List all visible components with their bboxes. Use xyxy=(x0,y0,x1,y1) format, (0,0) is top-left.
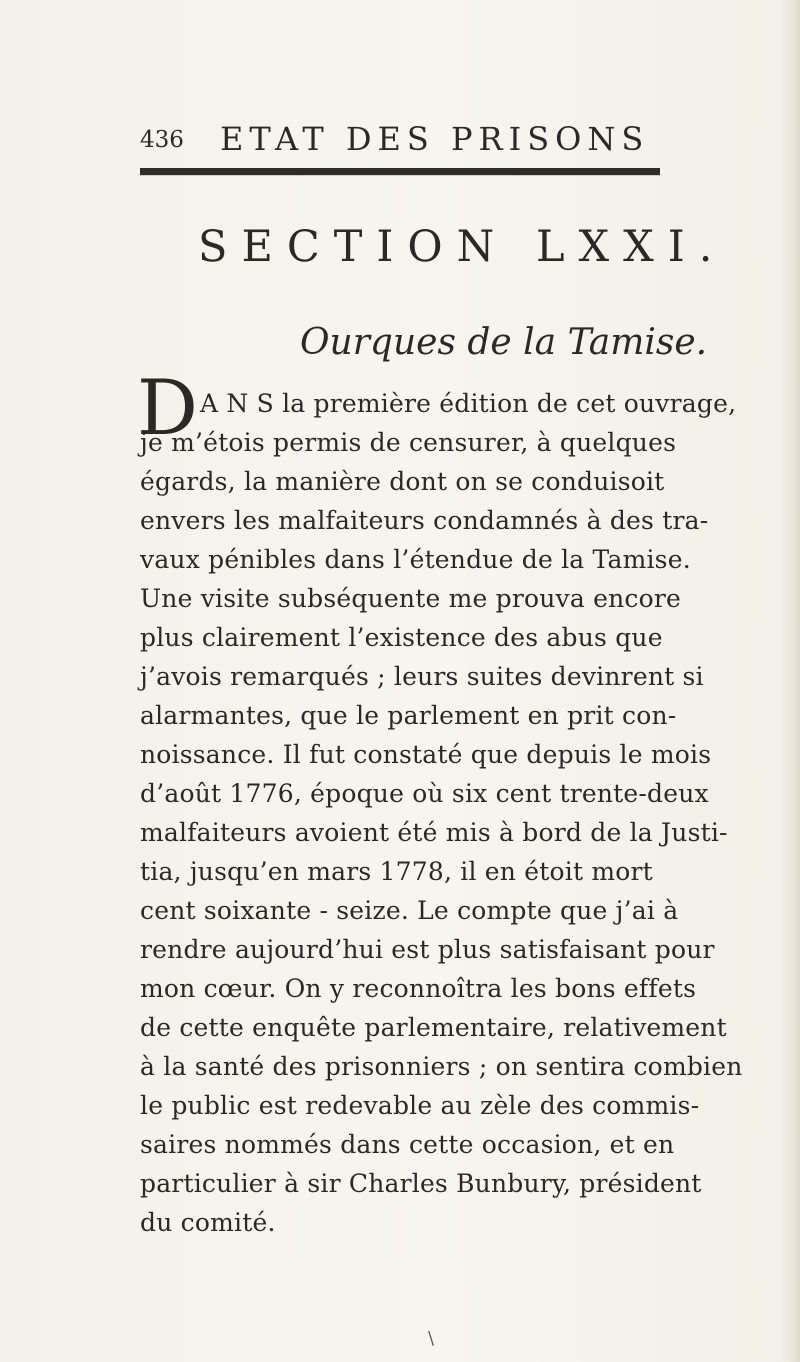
text-line: cent soixante - seize. Le compte que j’ai à xyxy=(140,896,679,925)
text-line: malfaiteurs avoient été mis à bord de la Justi- xyxy=(140,818,728,847)
text-line: de cette enquête parlementaire, relativement xyxy=(140,1013,727,1042)
text-line: je m’étois permis de censurer, à quelques xyxy=(140,428,677,457)
section-subtitle: Ourques de la Tamise. xyxy=(300,322,708,363)
text-line: saires nommés dans cette occasion, et en xyxy=(140,1130,675,1159)
header-rule xyxy=(140,168,660,175)
page-number: 436 xyxy=(140,127,184,153)
text-line: vaux pénibles dans l’étendue de la Tamise. xyxy=(140,545,691,574)
margin-mark: \ xyxy=(428,1328,435,1349)
text-line: rendre aujourd’hui est plus satisfaisant pour xyxy=(140,935,715,964)
text-line: particulier à sir Charles Bunbury, président xyxy=(140,1169,702,1198)
text-line: le public est redevable au zèle des commis- xyxy=(140,1091,700,1120)
text-line: j’avois remarqués ; leurs suites devinrent si xyxy=(140,662,704,691)
text-line: plus clairement l’existence des abus que xyxy=(140,623,663,652)
drop-cap: D xyxy=(137,363,198,452)
running-title: ETAT DES PRISONS xyxy=(220,120,650,158)
section-heading: SECTION LXXI. xyxy=(198,222,727,272)
text-line: d’août 1776, époque où six cent trente-deux xyxy=(140,779,709,808)
text-line: alarmantes, que le parlement en prit con- xyxy=(140,701,677,730)
text-line: noissance. Il fut constaté que depuis le mois xyxy=(140,740,712,769)
running-head xyxy=(140,112,660,160)
text-line: Une visite subséquente me prouva encore xyxy=(140,584,682,613)
text-line: égards, la manière dont on se conduisoit xyxy=(140,467,665,496)
text-line: mon cœur. On y reconnoîtra les bons effets xyxy=(140,974,697,1003)
text-line: à la santé des prisonniers ; on sentira combien xyxy=(140,1052,743,1081)
text-line: A N S la première édition de cet ouvrage, xyxy=(200,389,737,418)
page-edge-shadow xyxy=(782,0,800,1362)
text-line: du comité. xyxy=(140,1208,276,1237)
text-line: tia, jusqu’en mars 1778, il en étoit mort xyxy=(140,857,653,886)
text-line: envers les malfaiteurs condamnés à des tra- xyxy=(140,506,709,535)
